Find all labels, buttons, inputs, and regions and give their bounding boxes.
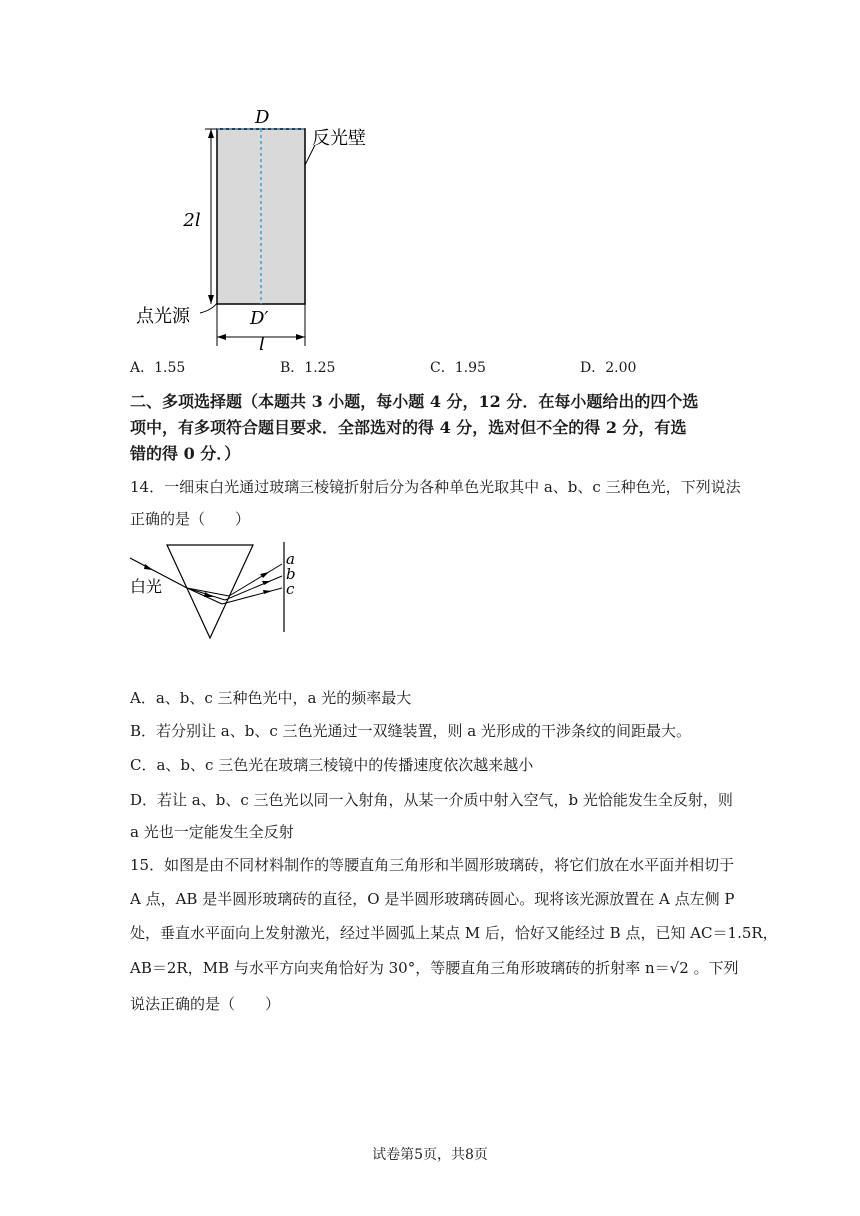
option-a: A．1.55: [130, 360, 186, 376]
q15-line3: 处，垂直水平面向上发射激光，经过半圆弧上某点 M 后，恰好又能经过 B 点，已知 AC＝1.5R，: [130, 924, 778, 942]
label-white-light: 白光: [130, 577, 163, 596]
q14-option-a: A．a、b、c 三种色光中，a 光的频率最大: [130, 689, 412, 707]
q14-option-b: B．若分别让 a、b、c 三色光通过一双缝装置，则 a 光形成的干涉条纹的间距最大。: [130, 722, 691, 740]
q14-option-d-cont: a 光也一定能发生全反射: [130, 823, 294, 841]
section-heading-line2: 项中，有多项符合题目要求．全部选对的得 4 分，选对但不全的得 2 分，有选: [130, 418, 687, 437]
label-d-top: D: [255, 107, 270, 128]
prism-figure: [125, 540, 305, 645]
label-c: c: [286, 580, 295, 598]
label-source: 点光源: [136, 306, 190, 327]
section-heading-line3: 错的得 0 分．）: [130, 444, 241, 463]
q14-stem-line1: 14．一细束白光通过玻璃三棱镜折射后分为各种单色光取其中 a、b、c 三种色光，下列说法: [130, 478, 741, 496]
q14-stem-line2: 正确的是（ ）: [130, 510, 251, 528]
section-heading-line1: 二、多项选择题（本题共 3 小题，每小题 4 分，12 分．在每小题给出的四个选: [130, 392, 699, 411]
q14-option-d: D．若让 a、b、c 三色光以同一入射角，从某一介质中射入空气，b 光恰能发生全反射，则: [130, 791, 733, 809]
label-b: b: [286, 565, 296, 583]
q15-line2: A 点，AB 是半圆形玻璃砖的直径，O 是半圆形玻璃砖圆心。现将该光源放置在 A 点左侧 P: [130, 890, 735, 908]
reflector-figure: [120, 100, 400, 355]
option-d: D．2.00: [580, 360, 637, 376]
ray-c: [222, 588, 282, 604]
q15-line5: 说法正确的是（ ）: [130, 995, 281, 1013]
label-width: l: [259, 334, 265, 355]
label-wall: 反光壁: [312, 128, 366, 149]
label-d-bottom: D′: [250, 308, 269, 329]
q15-line4: AB＝2R，MB 与水平方向夹角恰好为 30°，等腰直角三角形玻璃砖的折射率 n＝√2 。下列: [130, 959, 739, 977]
label-a: a: [286, 550, 295, 568]
label-height: 2l: [183, 210, 201, 231]
option-b: B．1.25: [280, 360, 336, 376]
q15-line1: 15．如图是由不同材料制作的等腰直角三角形和半圆形玻璃砖，将它们放在水平面并相切于: [130, 856, 735, 874]
option-c: C．1.95: [430, 360, 486, 376]
prism: [167, 545, 253, 638]
page-footer: 试卷第5页，共8页: [372, 1147, 488, 1163]
q14-option-c: C．a、b、c 三色光在玻璃三棱镜中的传播速度依次越来越小: [130, 756, 534, 774]
